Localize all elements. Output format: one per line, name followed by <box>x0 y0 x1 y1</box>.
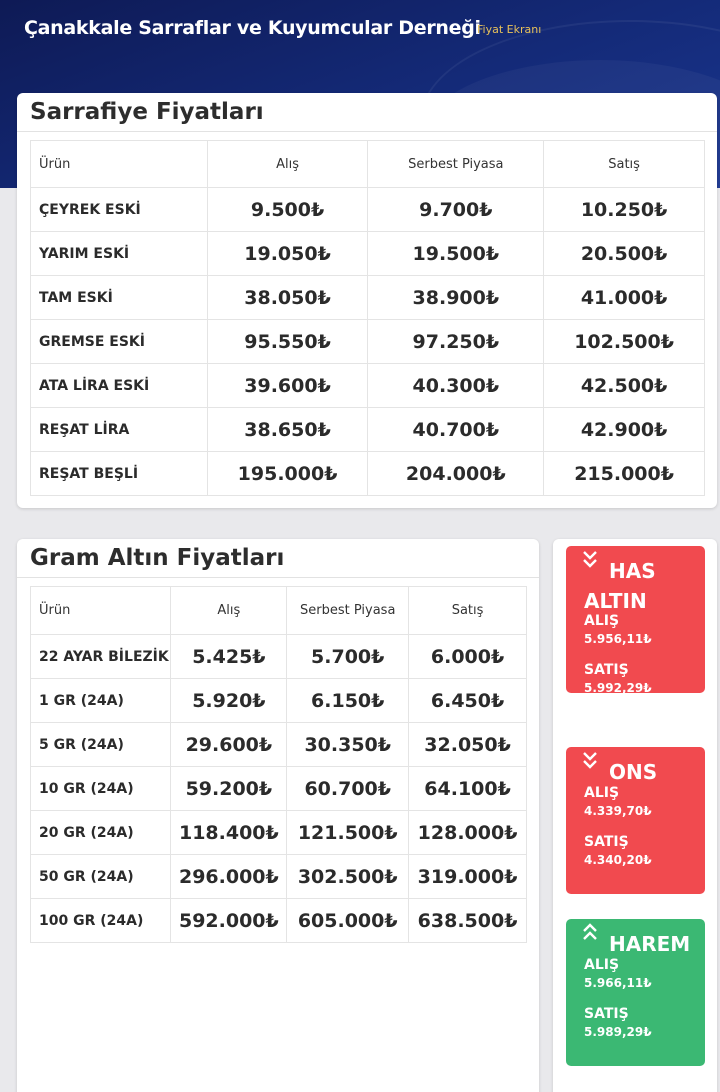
table-row <box>31 635 527 679</box>
price-tile-has-altin <box>566 546 705 693</box>
free-market-price: 204.000₺ <box>368 452 544 496</box>
table-header-row <box>31 141 705 188</box>
sell-price: 638.500₺ <box>409 899 527 943</box>
table-row <box>31 899 527 943</box>
table-row <box>31 452 705 496</box>
free-market-price: 30.350₺ <box>287 723 409 767</box>
product-name: 5 GR (24A) <box>31 723 171 767</box>
sell-price: 10.250₺ <box>544 188 705 232</box>
product-name: YARIM ESKİ <box>31 232 208 276</box>
product-name: REŞAT LİRA <box>31 408 208 452</box>
tile-name: HAREM <box>609 932 691 956</box>
sell-label: SATIŞ <box>584 1006 629 1022</box>
product-name: ÇEYREK ESKİ <box>31 188 208 232</box>
table-row <box>31 320 705 364</box>
product-name: TAM ESKİ <box>31 276 208 320</box>
table-row <box>31 408 705 452</box>
tile-name: ONS <box>609 760 658 784</box>
product-name: 100 GR (24A) <box>31 899 171 943</box>
buy-price: 38.050₺ <box>207 276 368 320</box>
gram-gold-table <box>30 586 527 943</box>
table-row <box>31 855 527 899</box>
free-market-price: 9.700₺ <box>368 188 544 232</box>
table-row <box>31 811 527 855</box>
table-row <box>31 232 705 276</box>
buy-price: 195.000₺ <box>207 452 368 496</box>
table-row <box>31 276 705 320</box>
gram-gold-title: Gram Altın Fiyatları <box>17 539 539 578</box>
free-market-price: 19.500₺ <box>368 232 544 276</box>
buy-label: ALIŞ <box>584 957 620 973</box>
product-name: 22 AYAR BİLEZİK <box>31 635 171 679</box>
sell-label: SATIŞ <box>584 834 629 850</box>
gram-gold-card <box>17 539 539 1092</box>
sell-price: 32.050₺ <box>409 723 527 767</box>
free-market-price: 302.500₺ <box>287 855 409 899</box>
sell-price: 42.900₺ <box>544 408 705 452</box>
sarrafiye-table <box>30 140 705 496</box>
product-name: 10 GR (24A) <box>31 767 171 811</box>
product-name: GREMSE ESKİ <box>31 320 208 364</box>
product-name: 50 GR (24A) <box>31 855 171 899</box>
sell-price: 42.500₺ <box>544 364 705 408</box>
sell-value: 5.992,29₺ <box>584 681 652 695</box>
column-header-product: Ürün <box>31 141 208 188</box>
sell-price: 128.000₺ <box>409 811 527 855</box>
column-header-buy: Alış <box>207 141 368 188</box>
buy-price: 95.550₺ <box>207 320 368 364</box>
free-market-price: 38.900₺ <box>368 276 544 320</box>
table-row <box>31 188 705 232</box>
column-header-sell: Satış <box>544 141 705 188</box>
column-header-product: Ürün <box>31 587 171 635</box>
buy-price: 592.000₺ <box>171 899 287 943</box>
sell-price: 215.000₺ <box>544 452 705 496</box>
buy-price: 296.000₺ <box>171 855 287 899</box>
table-row <box>31 679 527 723</box>
table-row <box>31 723 527 767</box>
column-header-free-market: Serbest Piyasa <box>287 587 409 635</box>
free-market-price: 40.700₺ <box>368 408 544 452</box>
free-market-price: 605.000₺ <box>287 899 409 943</box>
live-prices-panel <box>553 539 717 1092</box>
sell-label: SATIŞ <box>584 662 629 678</box>
product-name: REŞAT BEŞLİ <box>31 452 208 496</box>
buy-price: 59.200₺ <box>171 767 287 811</box>
sarrafiye-card <box>17 93 717 508</box>
table-row <box>31 364 705 408</box>
sell-price: 319.000₺ <box>409 855 527 899</box>
sell-price: 102.500₺ <box>544 320 705 364</box>
free-market-price: 5.700₺ <box>287 635 409 679</box>
buy-price: 19.050₺ <box>207 232 368 276</box>
buy-price: 39.600₺ <box>207 364 368 408</box>
column-header-buy: Alış <box>171 587 287 635</box>
buy-value: 5.966,11₺ <box>584 976 652 990</box>
column-header-free-market: Serbest Piyasa <box>368 141 544 188</box>
buy-price: 38.650₺ <box>207 408 368 452</box>
buy-price: 5.920₺ <box>171 679 287 723</box>
page-subtitle: Fiyat Ekranı <box>477 23 542 36</box>
free-market-price: 6.150₺ <box>287 679 409 723</box>
price-tile-harem <box>566 919 705 1066</box>
table-row <box>31 767 527 811</box>
buy-label: ALIŞ <box>584 613 620 629</box>
column-header-sell: Satış <box>409 587 527 635</box>
buy-label: ALIŞ <box>584 785 620 801</box>
sell-price: 20.500₺ <box>544 232 705 276</box>
free-market-price: 60.700₺ <box>287 767 409 811</box>
buy-price: 9.500₺ <box>207 188 368 232</box>
sell-value: 5.989,29₺ <box>584 1025 652 1039</box>
free-market-price: 121.500₺ <box>287 811 409 855</box>
sell-price: 64.100₺ <box>409 767 527 811</box>
product-name: 20 GR (24A) <box>31 811 171 855</box>
sell-price: 6.000₺ <box>409 635 527 679</box>
buy-price: 118.400₺ <box>171 811 287 855</box>
free-market-price: 40.300₺ <box>368 364 544 408</box>
free-market-price: 97.250₺ <box>368 320 544 364</box>
sell-value: 4.340,20₺ <box>584 853 652 867</box>
sarrafiye-title: Sarrafiye Fiyatları <box>17 93 717 132</box>
product-name: 1 GR (24A) <box>31 679 171 723</box>
sell-price: 6.450₺ <box>409 679 527 723</box>
page-title: Çanakkale Sarraflar ve Kuyumcular Derneği <box>24 17 481 39</box>
buy-price: 5.425₺ <box>171 635 287 679</box>
product-name: ATA LİRA ESKİ <box>31 364 208 408</box>
buy-value: 5.956,11₺ <box>584 632 652 646</box>
table-header-row <box>31 587 527 635</box>
sell-price: 41.000₺ <box>544 276 705 320</box>
buy-value: 4.339,70₺ <box>584 804 652 818</box>
tile-name: HAS ALTIN <box>584 559 656 613</box>
price-tile-ons <box>566 747 705 894</box>
buy-price: 29.600₺ <box>171 723 287 767</box>
